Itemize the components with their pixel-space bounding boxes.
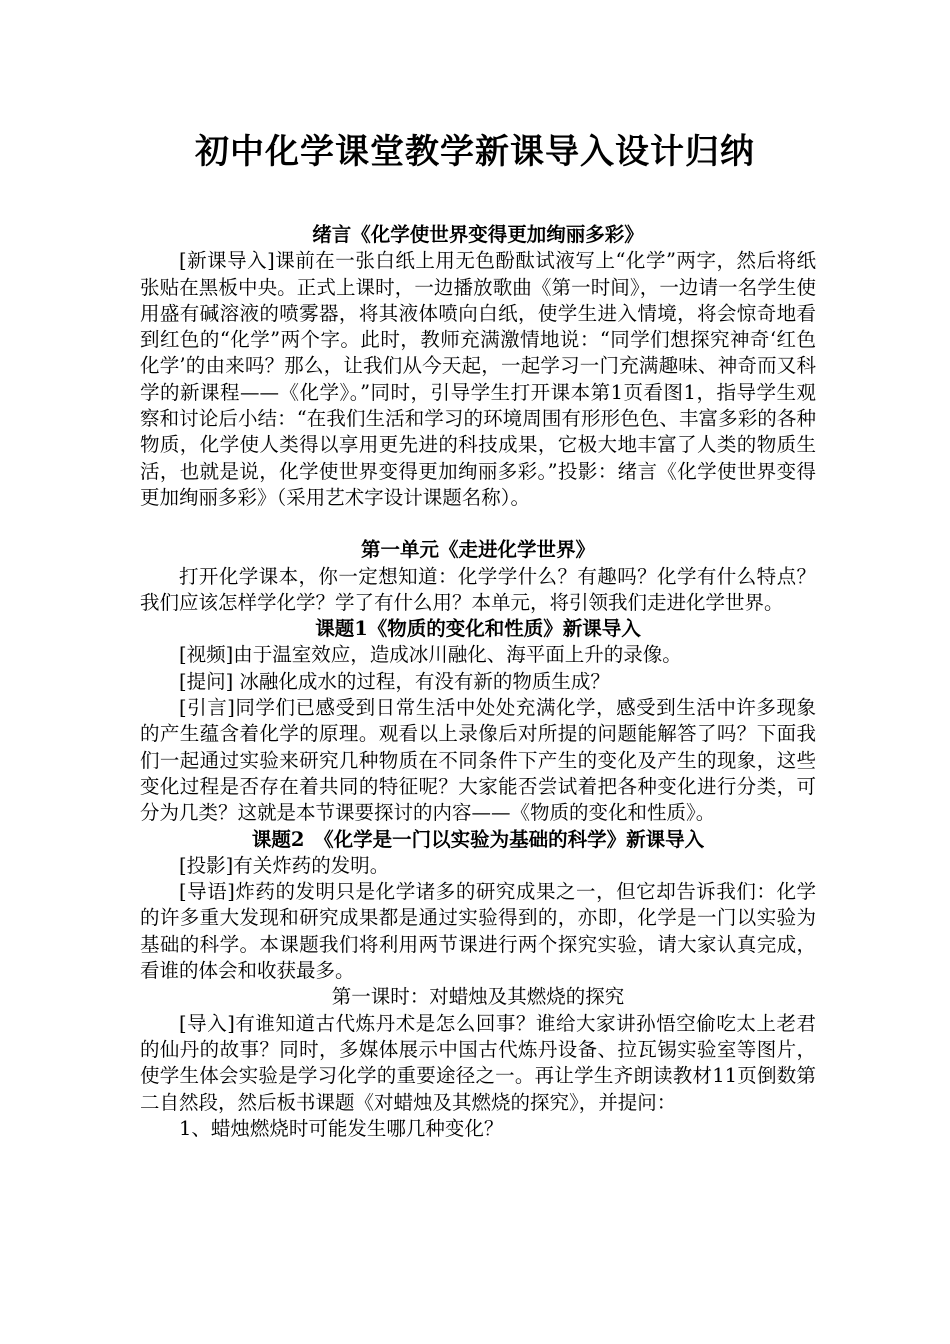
lesson2-intro: [导入]有谁知道古代炼丹术是怎么回事？谁给大家讲孙悟空偷吃太上老君的仙丹的故事？同时，多媒体展示中国古代炼丹设备、拉瓦锡实验室等图片，使学生体会实验是学习化学的重要途径之一。再让学生齐朗读教材11页倒数第二自然段，然后板书课题《对蜡烛及其燃烧的探究》，并提问： [140, 1011, 816, 1114]
lesson1-heading: 课题1《物质的变化和性质》新课导入 [315, 617, 641, 641]
document-title: 初中化学课堂教学新课导入设计归纳 [195, 132, 755, 172]
lesson1-quote: [引言]同学们已感受到日常生活中处处充满化学，感受到生活中许多现象的产生蕴含着化学的原理。观看以上录像后对所提的问题能解答了吗？下面我们一起通过实验来研究几种物质在不同条件下产生的变化及产生的现象，这些变化过程是否存在着共同的特征呢？大家能否尝试着把各种变化进行分类，可分为几类？这就是本节课要探讨的内容——《物质的变化和性质》。 [140, 696, 816, 825]
intro-heading: 绪言《化学使世界变得更加绚丽多彩》 [312, 223, 644, 246]
lesson2-heading: 课题2 《化学是一门以实验为基础的科学》新课导入 [251, 827, 705, 851]
lesson1-question: [提问] 冰融化成水的过程，有没有新的物质生成？ [179, 669, 610, 693]
lesson2-guide: [导语]炸药的发明只是化学诸多的研究成果之一，但它却告诉我们：化学的许多重大发现和研究成果都是通过实验得到的，亦即，化学是一门以实验为基础的科学。本课题我们将利用两节课进行两个探究实验，请大家认真完成，看谁的体会和收获最多。 [140, 880, 816, 983]
lesson1-video: [视频]由于温室效应，造成冰川融化、海平面上升的录像。 [179, 643, 682, 667]
document-body [140, 222, 816, 1142]
lesson2-item-1: 1、蜡烛燃烧时可能发生哪几种变化？ [179, 1116, 504, 1140]
unit1-paragraph: 打开化学课本，你一定想知道：化学学什么？有趣吗？化学有什么特点？我们应该怎样学化学？学了有什么用？本单元，将引领我们走进化学世界。 [140, 564, 816, 614]
lesson2-projection: [投影]有关炸药的发明。 [179, 853, 390, 877]
unit1-heading: 第一单元《走进化学世界》 [360, 538, 595, 562]
lesson2-period-title: 第一课时：对蜡烛及其燃烧的探究 [331, 985, 625, 1009]
intro-paragraph: [新课导入]课前在一张白纸上用无色酚酞试液写上“化学”两字，然后将纸张贴在黑板中央。正式上课时，一边播放歌曲《第一时间》，一边请一名学生使用盛有碱溶液的喷雾器，将其液体喷向白纸，使学生进入情境，将会惊奇地看到红色的“化学”两个字。此时，教师充满激情地说：“同学们想探究神奇‘红色化学’的由来吗？那么，让我们从今天起，一起学习一门充满趣味、神奇而又科学的新课程——《化学》。”同时，引导学生打开课本第1页看图1，指导学生观察和讨论后小结：“在我们生活和学习的环境周围有形形色色、丰富多彩的各种物质，化学使人类得以享用更先进的科技成果，它极大地丰富了人类的物质生活，也就是说，化学使世界变得更加绚丽多彩。”投影：绪言《化学使世界变得更加绚丽多彩》（采用艺术字设计课题名称）。 [140, 249, 816, 509]
